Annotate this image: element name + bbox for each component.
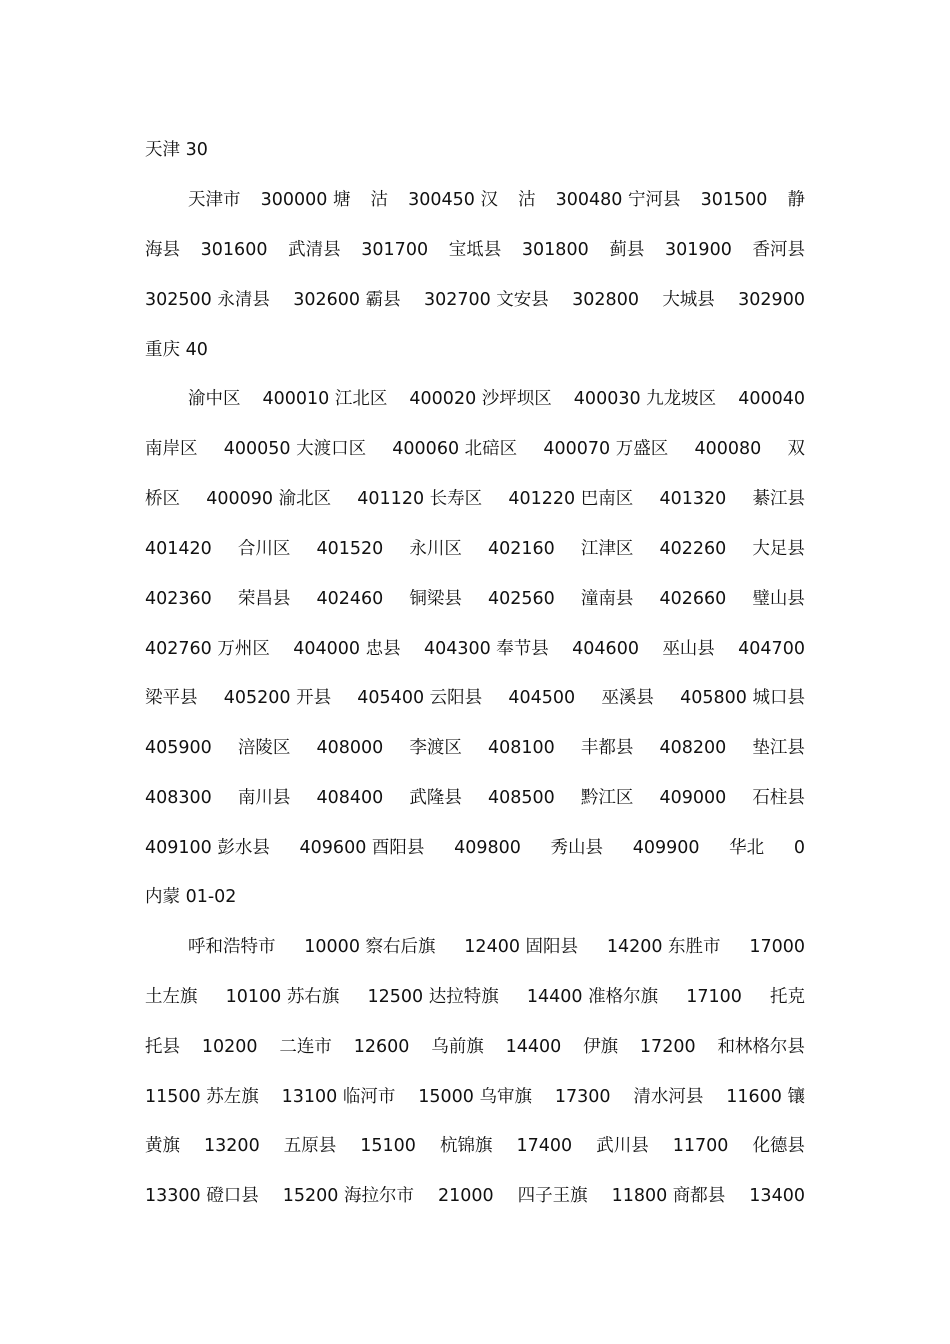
text-segment: 13400: [749, 1186, 805, 1206]
text-segment: 石柱县: [752, 788, 805, 808]
text-segment: 17000: [749, 937, 805, 957]
text-segment: 409100 彭水县: [145, 838, 270, 858]
text-segment: 21000: [437, 1186, 494, 1206]
text-segment: 铜梁县: [409, 589, 462, 609]
text-segment: 宝坻县: [448, 240, 502, 260]
text-line: [145, 584, 805, 614]
text-segment: 408500: [488, 788, 555, 808]
text-segment: 伊旗: [583, 1037, 619, 1057]
text-line: [145, 1181, 805, 1211]
text-line: [145, 783, 805, 813]
text-segment: 托县: [145, 1037, 180, 1057]
text-segment: 401520: [316, 539, 384, 559]
text-segment: 天津市: [188, 190, 241, 210]
text-segment: 300000 塘: [260, 190, 351, 210]
text-line: 内蒙 01-02: [145, 887, 237, 907]
text-segment: 409600 酉阳县: [299, 838, 425, 858]
text-segment: 0: [793, 838, 805, 858]
text-segment: 402260: [659, 539, 727, 559]
text-segment: 华北: [729, 838, 765, 858]
text-segment: 302800: [572, 290, 639, 310]
text-segment: 静: [787, 190, 805, 210]
text-segment: 秀山县: [550, 838, 604, 858]
text-segment: 垫江县: [752, 738, 805, 758]
text-segment: 400050 大渡口区: [223, 439, 367, 459]
text-segment: 400030 九龙坡区: [573, 389, 717, 409]
text-segment: 301800: [521, 240, 589, 260]
text-segment: 404000 忠县: [293, 639, 401, 659]
text-segment: 10200: [201, 1037, 258, 1057]
text-segment: 408200: [659, 738, 727, 758]
text-segment: 17200: [639, 1037, 696, 1057]
text-segment: 乌前旗: [431, 1037, 484, 1057]
text-segment: 12600: [353, 1037, 410, 1057]
text-segment: 13200: [204, 1136, 260, 1156]
text-segment: 12400 固阳县: [464, 937, 579, 957]
text-segment: 南川县: [237, 788, 291, 808]
text-segment: 401220 巴南区: [508, 489, 634, 509]
text-segment: 沽: [370, 190, 389, 210]
text-segment: 402760 万州区: [145, 639, 270, 659]
text-segment: 15200 海拉尔市: [282, 1186, 414, 1206]
text-line: [145, 534, 805, 564]
text-segment: 405800 城口县: [680, 688, 805, 708]
text-line: [145, 683, 805, 713]
text-segment: 408100: [488, 738, 555, 758]
text-segment: 301600: [200, 240, 268, 260]
text-segment: 405200 开县: [223, 688, 332, 708]
text-segment: 405400 云阳县: [357, 688, 483, 708]
text-line: [145, 484, 805, 514]
text-line: [145, 384, 805, 414]
text-segment: 400020 沙坪坝区: [409, 389, 552, 409]
text-segment: 杭锦旗: [439, 1136, 493, 1156]
text-segment: 402660: [659, 589, 727, 609]
text-segment: 大足县: [752, 539, 805, 559]
text-segment: 双: [787, 439, 805, 459]
text-segment: 302700 文安县: [423, 290, 549, 310]
text-segment: 400010 江北区: [262, 389, 388, 409]
text-segment: 蓟县: [609, 240, 645, 260]
text-segment: 404700: [738, 639, 805, 659]
text-segment: 渝中区: [188, 389, 241, 409]
text-segment: 400070 万盛区: [543, 439, 669, 459]
text-line: [145, 932, 805, 962]
text-segment: 408000: [316, 738, 384, 758]
text-segment: 12500 达拉特旗: [367, 987, 499, 1007]
text-segment: 14200 东胜市: [606, 937, 721, 957]
text-line: [145, 185, 805, 215]
text-segment: 巫溪县: [601, 688, 654, 708]
text-segment: 401120 长寿区: [357, 489, 483, 509]
text-line: [145, 1082, 805, 1112]
text-segment: 301700: [361, 240, 429, 260]
text-line: [145, 1032, 805, 1062]
text-segment: 400040: [738, 389, 805, 409]
text-segment: 402560: [488, 589, 555, 609]
text-segment: 11800 商都县: [611, 1186, 726, 1206]
text-segment: 香河县: [752, 240, 805, 260]
text-segment: 涪陵区: [237, 738, 291, 758]
text-segment: 15100: [360, 1136, 416, 1156]
text-segment: 11700: [672, 1136, 729, 1156]
text-segment: 300480 宁河县: [555, 190, 681, 210]
text-segment: 409800: [454, 838, 521, 858]
text-segment: 401420: [145, 539, 212, 559]
text-line: 重庆 40: [145, 340, 208, 360]
text-segment: 巫山县: [662, 639, 715, 659]
text-segment: 11600 镶: [726, 1087, 805, 1107]
text-segment: 14400 准格尔旗: [526, 987, 659, 1007]
text-line: [145, 1131, 805, 1161]
text-segment: 化德县: [752, 1136, 805, 1156]
text-segment: 404500: [508, 688, 576, 708]
text-line: [145, 285, 805, 315]
text-segment: 400080: [694, 439, 762, 459]
text-segment: 400060 北碚区: [392, 439, 518, 459]
text-line: 天津 30: [145, 140, 208, 160]
text-segment: 李渡区: [409, 738, 462, 758]
text-line: [145, 634, 805, 664]
text-segment: 10100 苏右旗: [225, 987, 340, 1007]
text-segment: 15000 乌审旗: [418, 1087, 532, 1107]
text-segment: 潼南县: [580, 589, 634, 609]
text-segment: 302600 霸县: [293, 290, 401, 310]
text-segment: 綦江县: [752, 489, 805, 509]
text-segment: 呼和浩特市: [188, 937, 276, 957]
text-segment: 江津区: [580, 539, 634, 559]
text-segment: 桥区: [145, 489, 180, 509]
text-segment: 11500 苏左旗: [145, 1087, 259, 1107]
text-segment: 黔江区: [580, 788, 634, 808]
text-segment: 409000: [659, 788, 727, 808]
text-segment: 13100 临河市: [281, 1087, 396, 1107]
text-segment: 13300 磴口县: [145, 1186, 259, 1206]
text-segment: 409900: [632, 838, 700, 858]
text-line: [145, 434, 805, 464]
text-segment: 南岸区: [145, 439, 198, 459]
text-segment: 402460: [316, 589, 384, 609]
text-segment: 沽: [518, 190, 536, 210]
text-segment: 400090 渝北区: [206, 489, 332, 509]
text-segment: 荣昌县: [237, 589, 291, 609]
text-segment: 和林格尔县: [717, 1037, 805, 1057]
text-segment: 梁平县: [145, 688, 198, 708]
text-segment: 404300 奉节县: [423, 639, 549, 659]
text-segment: 大城县: [662, 290, 715, 310]
text-line: [145, 833, 805, 863]
text-segment: 10000 察右后旗: [304, 937, 436, 957]
text-segment: 17300: [554, 1087, 611, 1107]
text-segment: 清水河县: [633, 1087, 704, 1107]
text-segment: 璧山县: [752, 589, 805, 609]
text-segment: 土左旗: [145, 987, 198, 1007]
text-segment: 丰都县: [580, 738, 634, 758]
text-segment: 14400: [505, 1037, 562, 1057]
text-line: [145, 982, 805, 1012]
text-segment: 永川区: [409, 539, 462, 559]
text-segment: 武清县: [288, 240, 341, 260]
text-segment: 302500 永清县: [145, 290, 270, 310]
text-segment: 17400: [516, 1136, 573, 1156]
text-segment: 黄旗: [145, 1136, 180, 1156]
text-segment: 301500: [700, 190, 768, 210]
text-segment: 408300: [145, 788, 212, 808]
text-segment: 405900: [145, 738, 212, 758]
text-segment: 四子王旗: [517, 1186, 588, 1206]
text-segment: 408400: [316, 788, 384, 808]
text-segment: 武川县: [596, 1136, 649, 1156]
text-line: [145, 733, 805, 763]
text-segment: 402360: [145, 589, 212, 609]
text-segment: 海县: [145, 240, 180, 260]
text-segment: 300450 汉: [408, 190, 498, 210]
text-segment: 武隆县: [409, 788, 462, 808]
text-segment: 托克: [770, 987, 805, 1007]
text-segment: 合川区: [237, 539, 291, 559]
text-segment: 401320: [659, 489, 727, 509]
text-line: [145, 235, 805, 265]
text-segment: 五原县: [283, 1136, 337, 1156]
text-segment: 404600: [572, 639, 639, 659]
text-segment: 301900: [665, 240, 732, 260]
text-segment: 302900: [738, 290, 805, 310]
text-segment: 17100: [686, 987, 742, 1007]
text-segment: 402160: [488, 539, 555, 559]
text-segment: 二连市: [279, 1037, 332, 1057]
